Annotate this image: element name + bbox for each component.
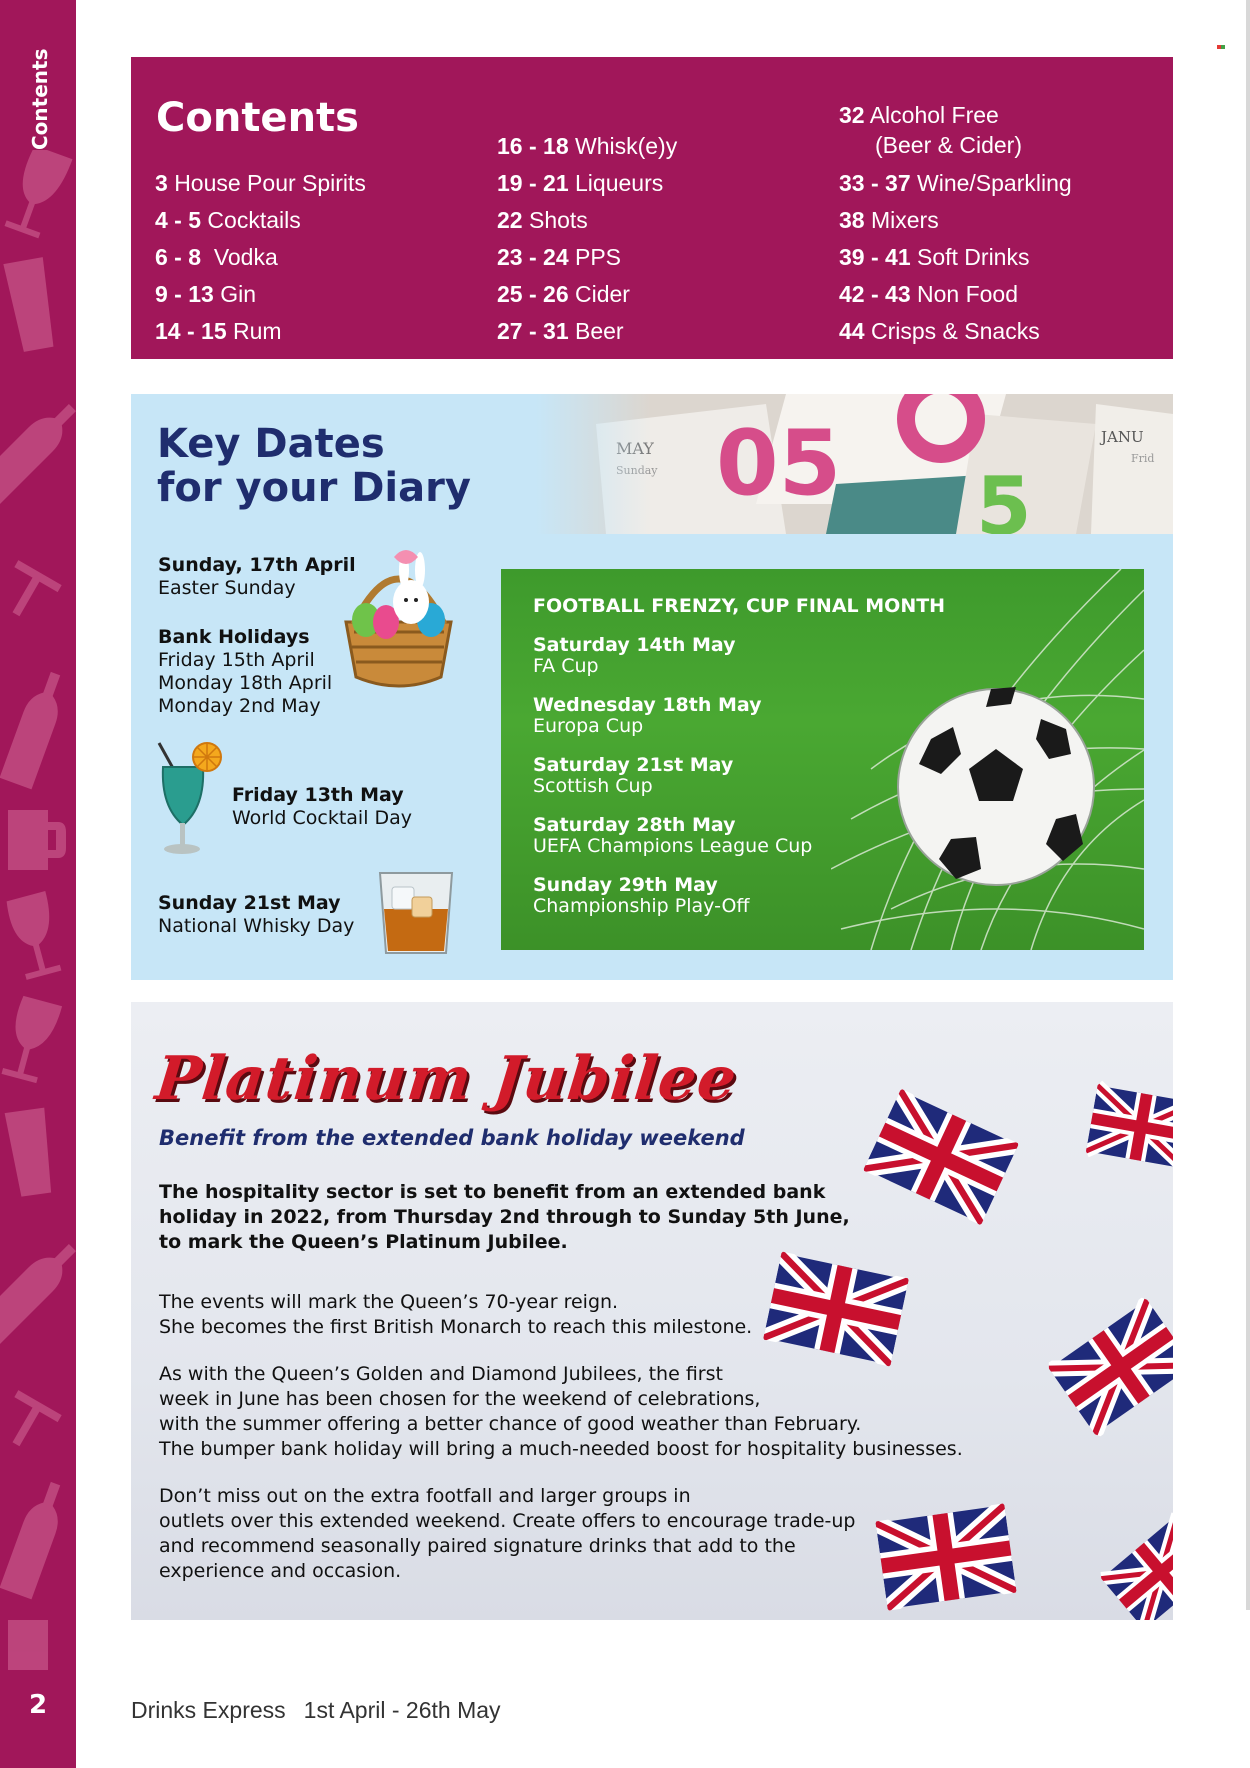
- sidebar-label-text: Contents: [28, 48, 52, 150]
- cocktail-day-name: World Cocktail Day: [232, 807, 413, 829]
- toc-item[interactable]: 3 House Pour Spirits: [155, 170, 366, 196]
- toc-item[interactable]: 16 - 18 Whisk(e)y: [497, 133, 678, 159]
- corner-color-mark: [1217, 34, 1225, 42]
- fixture-date: Saturday 28th May: [533, 814, 736, 836]
- fixture-name: UEFA Champions League Cup: [533, 835, 813, 857]
- football-fixture: [533, 815, 812, 857]
- toc-item[interactable]: 42 - 43 Non Food: [839, 281, 1019, 307]
- jubilee-lead-paragraph: The hospitality sector is set to benefit from an extended bank holiday in 2022, from Thursday 2nd through to Sunday 5th June, to mark the Queen’s Platinum Jubilee.: [159, 1181, 850, 1253]
- contents-title: Contents: [156, 95, 359, 141]
- bank-holiday-date: Monday 2nd May: [158, 695, 321, 717]
- page-edge: [1246, 0, 1250, 1610]
- key-dates-panel: [131, 394, 1173, 980]
- union-jack-flag-icon: [1097, 1509, 1173, 1620]
- jubilee-paragraph-history: As with the Queen’s Golden and Diamond Jubilees, the first week in June has been chosen for the weekend of celebrations, with the summer offering a better chance of good weather than February. The bumper bank holiday will bring a much-needed boost for hospitality businesses.: [159, 1363, 963, 1460]
- footer-period: 1st April - 26th May: [303, 1697, 501, 1723]
- bank-holidays: [158, 626, 332, 718]
- fixture-name: Championship Play-Off: [533, 895, 750, 917]
- toc-item[interactable]: 23 - 24 PPS: [497, 244, 622, 270]
- football-box: [501, 569, 1144, 950]
- bank-holidays-title: Bank Holidays: [158, 626, 310, 648]
- toc-item[interactable]: 9 - 13 Gin: [155, 281, 257, 307]
- football-fixture: [533, 695, 762, 737]
- toc-item[interactable]: 6 - 8 Vodka: [155, 244, 278, 270]
- page-number: 2: [28, 1690, 48, 1720]
- cocktail-glass-icon: [151, 739, 226, 859]
- fixture-date: Sunday 29th May: [533, 874, 718, 896]
- football-fixture: [533, 755, 733, 797]
- jubilee-panel: [131, 1002, 1173, 1620]
- jubilee-paragraph-advice: Don’t miss out on the extra footfall and larger groups in outlets over this extended weekend. Create offers to encourage trade-up and recommend seasonally paired signature drinks that add to the experience and occasion.: [159, 1485, 856, 1582]
- fixture-date: Saturday 21st May: [533, 754, 734, 776]
- cocktail-day: [232, 784, 412, 830]
- whisky-day-name: National Whisky Day: [158, 915, 355, 937]
- key-dates-title-line1: Key Dates: [157, 421, 385, 467]
- fixture-date: Wednesday 18th May: [533, 694, 762, 716]
- toc-item[interactable]: 14 - 15 Rum: [155, 318, 282, 344]
- key-dates-title-line2: for your Diary: [157, 465, 471, 511]
- fixture-name: Scottish Cup: [533, 775, 653, 797]
- football-header: FOOTBALL FRENZY, CUP FINAL MONTH: [533, 595, 946, 617]
- toc-item[interactable]: 33 - 37 Wine/Sparkling: [839, 170, 1072, 196]
- sidebar: [0, 0, 76, 1768]
- toc-item[interactable]: 22 Shots: [497, 207, 588, 233]
- football-fixture: [533, 875, 750, 917]
- key-dates-title: [157, 422, 471, 510]
- easter-date: [158, 554, 356, 600]
- football-fixture: [533, 635, 736, 677]
- toc-item[interactable]: 38 Mixers: [839, 207, 939, 233]
- toc-item[interactable]: 4 - 5 Cocktails: [155, 207, 301, 233]
- fixture-date: Saturday 14th May: [533, 634, 736, 656]
- toc-item[interactable]: 39 - 41 Soft Drinks: [839, 244, 1030, 270]
- jubilee-title: Platinum Jubilee: [152, 1044, 741, 1114]
- fixture-name: FA Cup: [533, 655, 599, 677]
- toc-item-continuation: (Beer & Cider): [875, 132, 1022, 158]
- toc-item[interactable]: 27 - 31 Beer: [497, 318, 624, 344]
- calendar-photo: [536, 394, 1173, 534]
- footer: [131, 1697, 501, 1724]
- easter-basket-icon: [336, 542, 461, 692]
- toc-item[interactable]: 44 Crisps & Snacks: [839, 318, 1040, 344]
- bank-holiday-date: Friday 15th April: [158, 649, 315, 671]
- union-jack-flag-icon: [1085, 1079, 1173, 1175]
- whisky-day-date: Sunday 21st May: [158, 892, 341, 914]
- contents-panel: [131, 57, 1173, 359]
- jubilee-paragraph-reign: The events will mark the Queen’s 70-year reign. She becomes the first British Monarch to reach this milestone.: [159, 1291, 753, 1338]
- bank-holiday-date: Monday 18th April: [158, 672, 333, 694]
- football-in-net-icon: [831, 569, 1144, 950]
- union-jack-flag-icon: [1046, 1296, 1173, 1439]
- cocktail-day-date: Friday 13th May: [232, 784, 404, 806]
- fixture-name: Europa Cup: [533, 715, 644, 737]
- footer-brand: Drinks Express: [131, 1697, 286, 1723]
- toc-item[interactable]: 25 - 26 Cider: [497, 281, 630, 307]
- toc-item[interactable]: 32 Alcohol Free: [839, 102, 999, 128]
- jubilee-subtitle: Benefit from the extended bank holiday weekend: [159, 1126, 745, 1150]
- drink-glasses-pattern-icon: [0, 150, 76, 1670]
- whisky-glass-icon: [376, 869, 456, 959]
- easter-date-label: Sunday, 17th April: [158, 554, 356, 576]
- easter-name: Easter Sunday: [158, 577, 296, 599]
- whisky-day: [158, 892, 354, 938]
- toc-item[interactable]: 19 - 21 Liqueurs: [497, 170, 664, 196]
